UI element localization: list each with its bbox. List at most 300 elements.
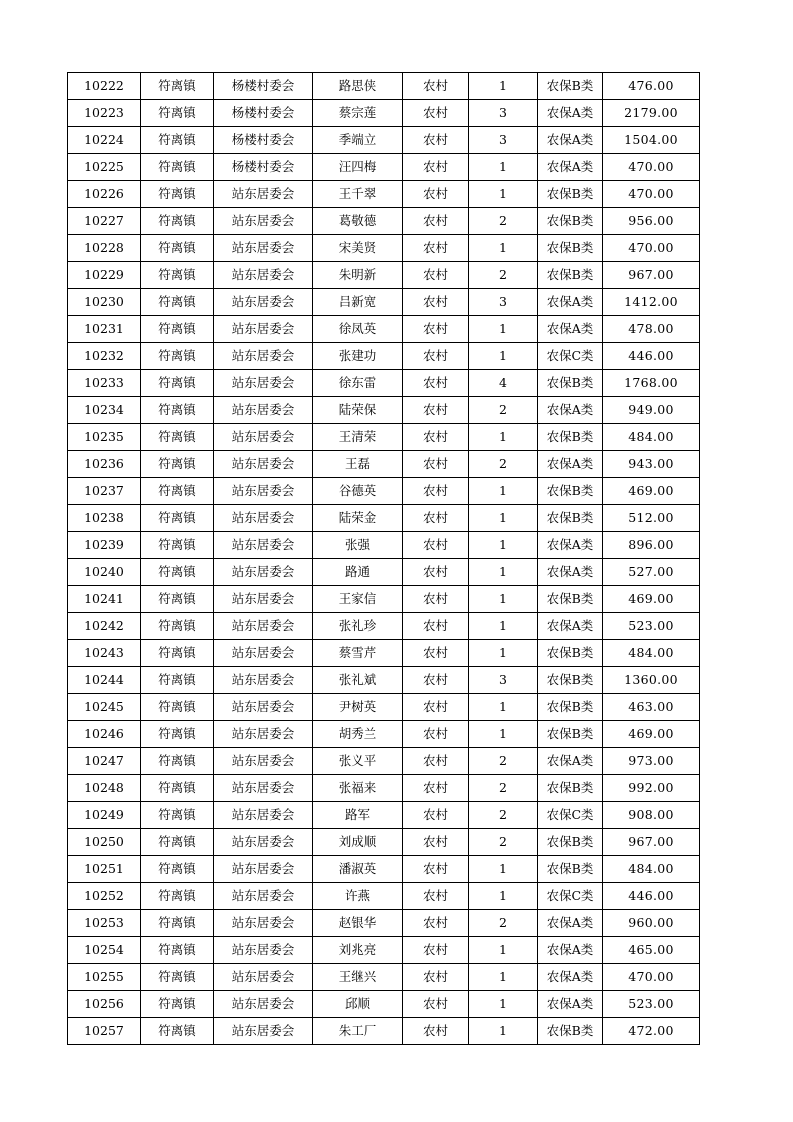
cell-name: 葛敬德 xyxy=(313,208,403,235)
table-row xyxy=(68,235,700,262)
cell-name: 王磊 xyxy=(313,451,403,478)
cell-town: 符离镇 xyxy=(141,775,214,802)
table-row xyxy=(68,613,700,640)
cell-town: 符离镇 xyxy=(141,1018,214,1045)
cell-amount: 967.00 xyxy=(603,829,700,856)
cell-amount: 896.00 xyxy=(603,532,700,559)
cell-count: 3 xyxy=(469,667,538,694)
table-row xyxy=(68,748,700,775)
cell-amount: 472.00 xyxy=(603,1018,700,1045)
table-row xyxy=(68,667,700,694)
cell-committee: 站东居委会 xyxy=(214,235,313,262)
cell-category: 农保B类 xyxy=(538,181,603,208)
table-row xyxy=(68,694,700,721)
cell-category: 农保A类 xyxy=(538,451,603,478)
cell-count: 3 xyxy=(469,289,538,316)
cell-town: 符离镇 xyxy=(141,397,214,424)
cell-count: 1 xyxy=(469,181,538,208)
cell-committee: 站东居委会 xyxy=(214,424,313,451)
cell-count: 1 xyxy=(469,154,538,181)
table-row xyxy=(68,586,700,613)
cell-category: 农保A类 xyxy=(538,748,603,775)
cell-committee: 站东居委会 xyxy=(214,289,313,316)
cell-category: 农保A类 xyxy=(538,100,603,127)
cell-area: 农村 xyxy=(403,856,469,883)
cell-committee: 站东居委会 xyxy=(214,964,313,991)
cell-committee: 站东居委会 xyxy=(214,181,313,208)
cell-town: 符离镇 xyxy=(141,559,214,586)
cell-town: 符离镇 xyxy=(141,262,214,289)
cell-name: 朱工厂 xyxy=(313,1018,403,1045)
cell-name: 邱顺 xyxy=(313,991,403,1018)
cell-town: 符离镇 xyxy=(141,181,214,208)
cell-category: 农保A类 xyxy=(538,397,603,424)
table-row xyxy=(68,154,700,181)
cell-id: 10245 xyxy=(68,694,141,721)
cell-town: 符离镇 xyxy=(141,424,214,451)
table-row xyxy=(68,316,700,343)
cell-amount: 478.00 xyxy=(603,316,700,343)
table-row xyxy=(68,532,700,559)
cell-count: 1 xyxy=(469,721,538,748)
cell-amount: 956.00 xyxy=(603,208,700,235)
cell-name: 王继兴 xyxy=(313,964,403,991)
cell-count: 1 xyxy=(469,613,538,640)
cell-name: 刘兆亮 xyxy=(313,937,403,964)
cell-committee: 站东居委会 xyxy=(214,478,313,505)
cell-amount: 992.00 xyxy=(603,775,700,802)
table-row xyxy=(68,127,700,154)
cell-category: 农保C类 xyxy=(538,802,603,829)
cell-amount: 960.00 xyxy=(603,910,700,937)
cell-id: 10238 xyxy=(68,505,141,532)
cell-committee: 杨楼村委会 xyxy=(214,127,313,154)
cell-committee: 站东居委会 xyxy=(214,802,313,829)
cell-area: 农村 xyxy=(403,478,469,505)
cell-name: 胡秀兰 xyxy=(313,721,403,748)
table-row xyxy=(68,721,700,748)
cell-town: 符离镇 xyxy=(141,154,214,181)
cell-area: 农村 xyxy=(403,640,469,667)
cell-count: 2 xyxy=(469,802,538,829)
cell-town: 符离镇 xyxy=(141,856,214,883)
cell-category: 农保B类 xyxy=(538,667,603,694)
cell-name: 徐东雷 xyxy=(313,370,403,397)
cell-amount: 465.00 xyxy=(603,937,700,964)
cell-town: 符离镇 xyxy=(141,451,214,478)
cell-town: 符离镇 xyxy=(141,694,214,721)
cell-committee: 站东居委会 xyxy=(214,532,313,559)
cell-id: 10240 xyxy=(68,559,141,586)
cell-area: 农村 xyxy=(403,721,469,748)
cell-town: 符离镇 xyxy=(141,910,214,937)
cell-category: 农保B类 xyxy=(538,208,603,235)
cell-town: 符离镇 xyxy=(141,343,214,370)
cell-id: 10234 xyxy=(68,397,141,424)
table-row xyxy=(68,343,700,370)
cell-committee: 站东居委会 xyxy=(214,640,313,667)
cell-category: 农保C类 xyxy=(538,883,603,910)
cell-category: 农保B类 xyxy=(538,586,603,613)
cell-count: 1 xyxy=(469,343,538,370)
cell-amount: 470.00 xyxy=(603,154,700,181)
cell-town: 符离镇 xyxy=(141,208,214,235)
cell-committee: 站东居委会 xyxy=(214,316,313,343)
cell-committee: 站东居委会 xyxy=(214,748,313,775)
cell-count: 1 xyxy=(469,235,538,262)
cell-id: 10242 xyxy=(68,613,141,640)
cell-id: 10225 xyxy=(68,154,141,181)
table-row xyxy=(68,856,700,883)
cell-name: 张福来 xyxy=(313,775,403,802)
cell-category: 农保C类 xyxy=(538,343,603,370)
cell-category: 农保B类 xyxy=(538,856,603,883)
table-row xyxy=(68,478,700,505)
cell-town: 符离镇 xyxy=(141,532,214,559)
cell-town: 符离镇 xyxy=(141,829,214,856)
cell-area: 农村 xyxy=(403,883,469,910)
cell-committee: 杨楼村委会 xyxy=(214,154,313,181)
cell-area: 农村 xyxy=(403,451,469,478)
cell-town: 符离镇 xyxy=(141,586,214,613)
cell-committee: 站东居委会 xyxy=(214,262,313,289)
cell-category: 农保B类 xyxy=(538,640,603,667)
cell-count: 1 xyxy=(469,883,538,910)
cell-name: 张强 xyxy=(313,532,403,559)
cell-category: 农保A类 xyxy=(538,991,603,1018)
cell-town: 符离镇 xyxy=(141,505,214,532)
cell-count: 1 xyxy=(469,856,538,883)
cell-id: 10249 xyxy=(68,802,141,829)
cell-amount: 523.00 xyxy=(603,613,700,640)
cell-name: 刘成顺 xyxy=(313,829,403,856)
cell-id: 10254 xyxy=(68,937,141,964)
table-row xyxy=(68,559,700,586)
cell-category: 农保B类 xyxy=(538,721,603,748)
cell-name: 潘淑英 xyxy=(313,856,403,883)
cell-amount: 484.00 xyxy=(603,856,700,883)
cell-name: 陆荣金 xyxy=(313,505,403,532)
cell-id: 10236 xyxy=(68,451,141,478)
cell-category: 农保A类 xyxy=(538,127,603,154)
cell-area: 农村 xyxy=(403,694,469,721)
cell-count: 1 xyxy=(469,316,538,343)
cell-name: 张礼珍 xyxy=(313,613,403,640)
cell-name: 宋美贤 xyxy=(313,235,403,262)
cell-area: 农村 xyxy=(403,991,469,1018)
cell-id: 10235 xyxy=(68,424,141,451)
table-row xyxy=(68,1018,700,1045)
cell-amount: 476.00 xyxy=(603,73,700,100)
cell-town: 符离镇 xyxy=(141,748,214,775)
cell-amount: 512.00 xyxy=(603,505,700,532)
cell-amount: 446.00 xyxy=(603,883,700,910)
cell-town: 符离镇 xyxy=(141,478,214,505)
cell-amount: 943.00 xyxy=(603,451,700,478)
cell-committee: 站东居委会 xyxy=(214,883,313,910)
document-page xyxy=(67,72,699,1045)
cell-town: 符离镇 xyxy=(141,613,214,640)
table-row xyxy=(68,424,700,451)
cell-id: 10228 xyxy=(68,235,141,262)
cell-name: 王千翠 xyxy=(313,181,403,208)
cell-count: 1 xyxy=(469,532,538,559)
cell-id: 10222 xyxy=(68,73,141,100)
cell-name: 谷德英 xyxy=(313,478,403,505)
cell-area: 农村 xyxy=(403,1018,469,1045)
cell-id: 10227 xyxy=(68,208,141,235)
cell-area: 农村 xyxy=(403,262,469,289)
cell-committee: 站东居委会 xyxy=(214,343,313,370)
cell-name: 王家信 xyxy=(313,586,403,613)
cell-amount: 523.00 xyxy=(603,991,700,1018)
cell-id: 10223 xyxy=(68,100,141,127)
cell-committee: 杨楼村委会 xyxy=(214,100,313,127)
table-row xyxy=(68,964,700,991)
cell-area: 农村 xyxy=(403,289,469,316)
cell-id: 10244 xyxy=(68,667,141,694)
cell-id: 10231 xyxy=(68,316,141,343)
cell-id: 10255 xyxy=(68,964,141,991)
cell-id: 10226 xyxy=(68,181,141,208)
cell-amount: 470.00 xyxy=(603,181,700,208)
table-row xyxy=(68,181,700,208)
cell-id: 10250 xyxy=(68,829,141,856)
cell-amount: 446.00 xyxy=(603,343,700,370)
cell-committee: 站东居委会 xyxy=(214,505,313,532)
cell-area: 农村 xyxy=(403,586,469,613)
cell-id: 10232 xyxy=(68,343,141,370)
cell-town: 符离镇 xyxy=(141,316,214,343)
cell-category: 农保B类 xyxy=(538,1018,603,1045)
cell-id: 10256 xyxy=(68,991,141,1018)
cell-category: 农保B类 xyxy=(538,694,603,721)
cell-town: 符离镇 xyxy=(141,127,214,154)
cell-count: 2 xyxy=(469,748,538,775)
cell-amount: 470.00 xyxy=(603,235,700,262)
cell-town: 符离镇 xyxy=(141,667,214,694)
cell-category: 农保B类 xyxy=(538,73,603,100)
cell-name: 王清荣 xyxy=(313,424,403,451)
cell-category: 农保A类 xyxy=(538,532,603,559)
cell-area: 农村 xyxy=(403,181,469,208)
cell-category: 农保A类 xyxy=(538,154,603,181)
cell-area: 农村 xyxy=(403,505,469,532)
cell-name: 尹树英 xyxy=(313,694,403,721)
cell-area: 农村 xyxy=(403,397,469,424)
table-row xyxy=(68,397,700,424)
cell-id: 10252 xyxy=(68,883,141,910)
cell-committee: 站东居委会 xyxy=(214,586,313,613)
cell-town: 符离镇 xyxy=(141,802,214,829)
cell-id: 10230 xyxy=(68,289,141,316)
cell-category: 农保A类 xyxy=(538,316,603,343)
cell-amount: 1412.00 xyxy=(603,289,700,316)
cell-id: 10257 xyxy=(68,1018,141,1045)
cell-amount: 463.00 xyxy=(603,694,700,721)
cell-id: 10241 xyxy=(68,586,141,613)
cell-committee: 站东居委会 xyxy=(214,721,313,748)
cell-amount: 484.00 xyxy=(603,640,700,667)
cell-count: 1 xyxy=(469,964,538,991)
cell-area: 农村 xyxy=(403,937,469,964)
cell-area: 农村 xyxy=(403,73,469,100)
cell-town: 符离镇 xyxy=(141,883,214,910)
cell-committee: 站东居委会 xyxy=(214,910,313,937)
cell-name: 张建功 xyxy=(313,343,403,370)
cell-town: 符离镇 xyxy=(141,721,214,748)
cell-category: 农保A类 xyxy=(538,613,603,640)
cell-committee: 站东居委会 xyxy=(214,856,313,883)
cell-id: 10224 xyxy=(68,127,141,154)
table-row xyxy=(68,640,700,667)
cell-committee: 站东居委会 xyxy=(214,694,313,721)
cell-name: 蔡宗莲 xyxy=(313,100,403,127)
cell-category: 农保B类 xyxy=(538,235,603,262)
cell-id: 10251 xyxy=(68,856,141,883)
cell-committee: 站东居委会 xyxy=(214,1018,313,1045)
cell-town: 符离镇 xyxy=(141,991,214,1018)
cell-count: 1 xyxy=(469,640,538,667)
cell-name: 蔡雪芹 xyxy=(313,640,403,667)
cell-area: 农村 xyxy=(403,343,469,370)
records-table xyxy=(67,72,700,1045)
cell-id: 10243 xyxy=(68,640,141,667)
cell-area: 农村 xyxy=(403,559,469,586)
cell-id: 10233 xyxy=(68,370,141,397)
cell-town: 符离镇 xyxy=(141,964,214,991)
cell-category: 农保B类 xyxy=(538,424,603,451)
cell-amount: 1768.00 xyxy=(603,370,700,397)
cell-committee: 站东居委会 xyxy=(214,991,313,1018)
cell-area: 农村 xyxy=(403,370,469,397)
table-row xyxy=(68,505,700,532)
cell-name: 路通 xyxy=(313,559,403,586)
cell-area: 农村 xyxy=(403,235,469,262)
cell-count: 1 xyxy=(469,559,538,586)
cell-area: 农村 xyxy=(403,100,469,127)
cell-category: 农保A类 xyxy=(538,910,603,937)
cell-amount: 967.00 xyxy=(603,262,700,289)
cell-id: 10247 xyxy=(68,748,141,775)
cell-name: 张义平 xyxy=(313,748,403,775)
table-row xyxy=(68,370,700,397)
cell-count: 2 xyxy=(469,397,538,424)
cell-id: 10237 xyxy=(68,478,141,505)
table-row xyxy=(68,883,700,910)
cell-name: 吕新宽 xyxy=(313,289,403,316)
cell-id: 10248 xyxy=(68,775,141,802)
cell-category: 农保A类 xyxy=(538,937,603,964)
cell-name: 许燕 xyxy=(313,883,403,910)
cell-town: 符离镇 xyxy=(141,370,214,397)
cell-area: 农村 xyxy=(403,829,469,856)
cell-area: 农村 xyxy=(403,748,469,775)
cell-category: 农保A类 xyxy=(538,559,603,586)
cell-amount: 949.00 xyxy=(603,397,700,424)
cell-committee: 站东居委会 xyxy=(214,451,313,478)
cell-name: 徐凤英 xyxy=(313,316,403,343)
cell-category: 农保A类 xyxy=(538,289,603,316)
cell-area: 农村 xyxy=(403,964,469,991)
cell-id: 10239 xyxy=(68,532,141,559)
cell-amount: 470.00 xyxy=(603,964,700,991)
cell-name: 赵银华 xyxy=(313,910,403,937)
cell-amount: 1504.00 xyxy=(603,127,700,154)
cell-amount: 484.00 xyxy=(603,424,700,451)
table-row xyxy=(68,991,700,1018)
cell-area: 农村 xyxy=(403,208,469,235)
cell-area: 农村 xyxy=(403,127,469,154)
cell-amount: 1360.00 xyxy=(603,667,700,694)
cell-category: 农保B类 xyxy=(538,370,603,397)
cell-category: 农保B类 xyxy=(538,829,603,856)
cell-id: 10229 xyxy=(68,262,141,289)
cell-name: 陆荣保 xyxy=(313,397,403,424)
cell-area: 农村 xyxy=(403,613,469,640)
cell-count: 2 xyxy=(469,451,538,478)
cell-town: 符离镇 xyxy=(141,640,214,667)
cell-committee: 站东居委会 xyxy=(214,370,313,397)
cell-town: 符离镇 xyxy=(141,937,214,964)
cell-count: 1 xyxy=(469,694,538,721)
cell-name: 朱明新 xyxy=(313,262,403,289)
cell-id: 10253 xyxy=(68,910,141,937)
cell-name: 路军 xyxy=(313,802,403,829)
cell-category: 农保B类 xyxy=(538,478,603,505)
cell-count: 2 xyxy=(469,775,538,802)
table-row xyxy=(68,802,700,829)
cell-count: 1 xyxy=(469,1018,538,1045)
cell-name: 季端立 xyxy=(313,127,403,154)
cell-count: 1 xyxy=(469,937,538,964)
cell-committee: 站东居委会 xyxy=(214,208,313,235)
cell-count: 1 xyxy=(469,73,538,100)
cell-committee: 站东居委会 xyxy=(214,559,313,586)
cell-area: 农村 xyxy=(403,667,469,694)
cell-category: 农保B类 xyxy=(538,775,603,802)
cell-town: 符离镇 xyxy=(141,235,214,262)
cell-committee: 站东居委会 xyxy=(214,775,313,802)
cell-count: 1 xyxy=(469,505,538,532)
cell-id: 10246 xyxy=(68,721,141,748)
cell-amount: 908.00 xyxy=(603,802,700,829)
cell-count: 2 xyxy=(469,208,538,235)
cell-count: 2 xyxy=(469,829,538,856)
cell-area: 农村 xyxy=(403,532,469,559)
cell-amount: 973.00 xyxy=(603,748,700,775)
cell-count: 1 xyxy=(469,991,538,1018)
cell-committee: 站东居委会 xyxy=(214,829,313,856)
table-row xyxy=(68,451,700,478)
cell-area: 农村 xyxy=(403,775,469,802)
cell-committee: 杨楼村委会 xyxy=(214,73,313,100)
table-row xyxy=(68,910,700,937)
cell-town: 符离镇 xyxy=(141,289,214,316)
cell-count: 3 xyxy=(469,127,538,154)
cell-count: 4 xyxy=(469,370,538,397)
cell-amount: 469.00 xyxy=(603,586,700,613)
table-row xyxy=(68,289,700,316)
cell-area: 农村 xyxy=(403,424,469,451)
records-table-body xyxy=(68,73,700,1045)
cell-count: 1 xyxy=(469,424,538,451)
cell-area: 农村 xyxy=(403,802,469,829)
cell-amount: 469.00 xyxy=(603,478,700,505)
cell-town: 符离镇 xyxy=(141,73,214,100)
cell-category: 农保B类 xyxy=(538,505,603,532)
cell-committee: 站东居委会 xyxy=(214,613,313,640)
